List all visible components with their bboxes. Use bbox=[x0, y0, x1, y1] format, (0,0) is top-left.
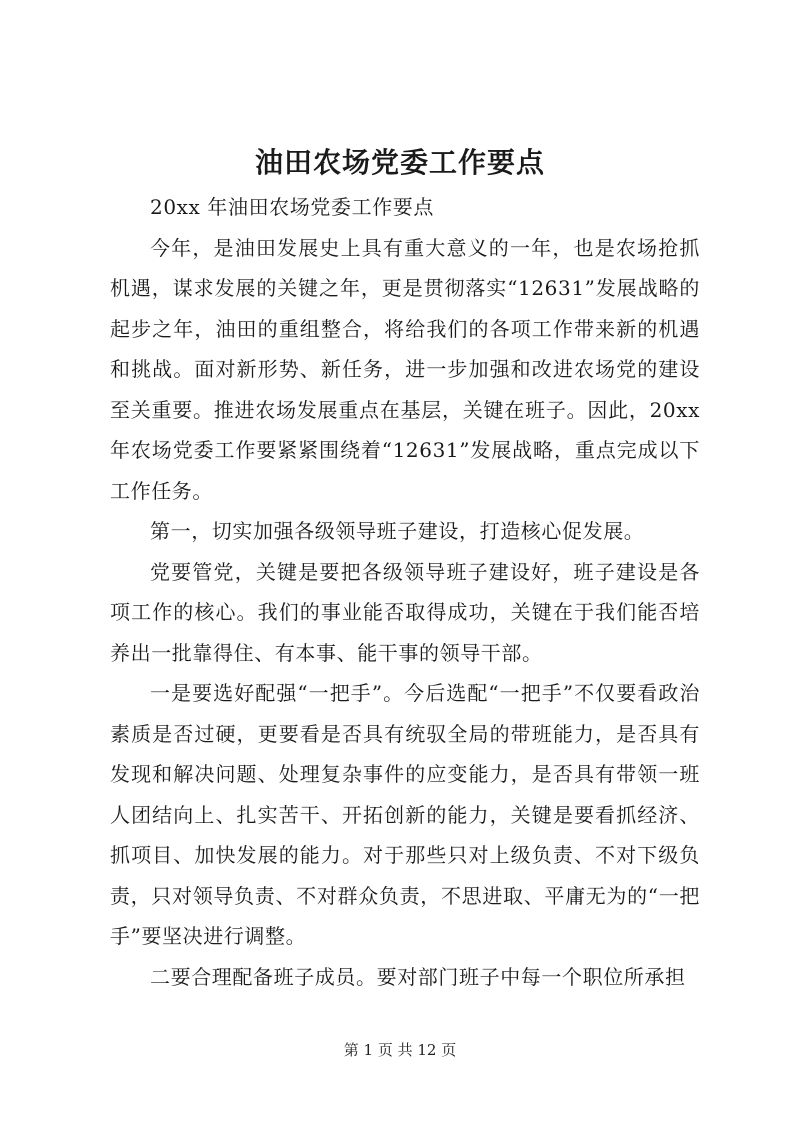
page-title: 油田农场党委工作要点 bbox=[254, 146, 545, 179]
section-heading-first: 第一，切实加强各级领导班子建设，打造核心促发展。 bbox=[150, 519, 645, 543]
intro-paragraph: 今年，是油田发展史上具有重大意义的一年，也是农场抢抓机遇，谋求发展的关键之年，更是贯彻落实“12631”发展战略的起步之年，油田的重组整合，将给我们的各项工作带来新的机遇和挑战。面对新形势、新任务，进一步加强和改进农场党的建设至关重要。推进农场发展重点在基层，关键在班子。因此，20xx 年农场党委工作要紧紧围绕着“12631”发展战略，重点完成以下工作任务。 bbox=[110, 235, 700, 503]
document-body bbox=[110, 187, 700, 997]
body-paragraph: 党要管党，关键是要把各级领导班子建设好，班子建设是各项工作的核心。我们的事业能否取得成功，关键在于我们能否培养出一批靠得住、有本事、能干事的领导干部。 bbox=[110, 559, 700, 665]
body-paragraph: 一是要选好配强“一把手”。今后选配“一把手”不仅要看政治素质是否过硬，更要看是否具有统驭全局的带班能力，是否具有发现和解决问题、处理复杂事件的应变能力，是否具有带领一班人团结向上、扎实苦干、开拓创新的能力，关键是要看抓经济、抓项目、加快发展的能力。对于那些只对上级负责、不对下级负责，只对领导负责、不对群众负责，不思进取、平庸无为的“一把手”要坚决进行调整。 bbox=[110, 681, 700, 948]
body-paragraph: 二要合理配备班子成员。要对部门班子中每一个职位所承担 bbox=[150, 964, 686, 989]
subtitle-paragraph: 20xx 年油田农场党委工作要点 bbox=[150, 195, 434, 219]
page-number-footer: 第 1 页 共 12 页 bbox=[343, 1041, 457, 1059]
